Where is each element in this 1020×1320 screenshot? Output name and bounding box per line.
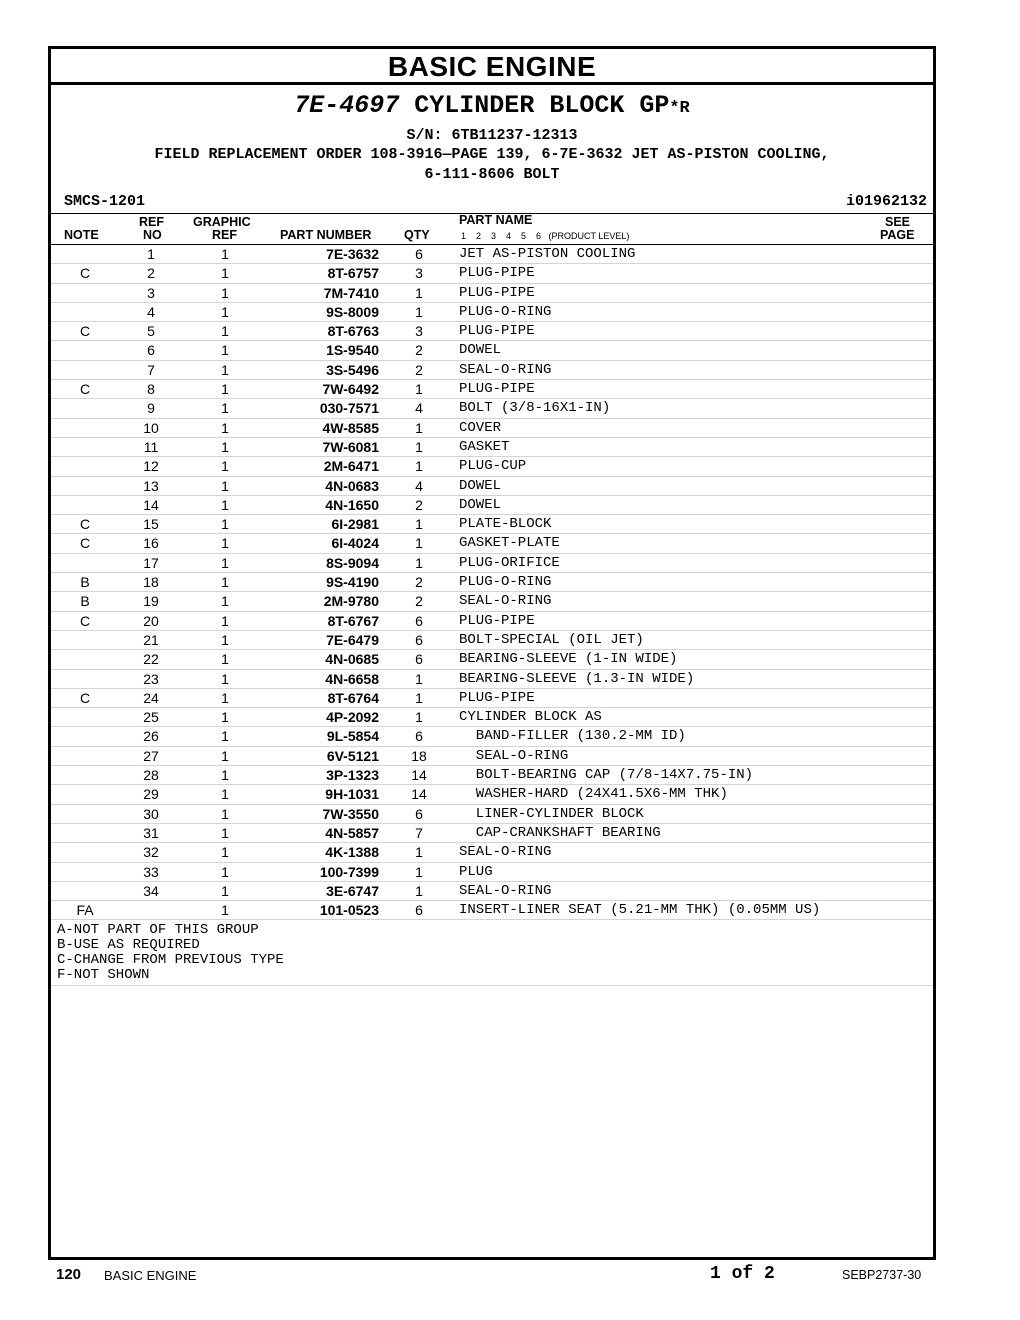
row-part-number: 6V-5121 bbox=[326, 747, 379, 764]
row-part-number: 2M-9780 bbox=[323, 593, 379, 610]
row-ref-no: 5 bbox=[147, 323, 155, 340]
row-ref-no: 15 bbox=[143, 516, 159, 533]
row-qty: 2 bbox=[415, 574, 423, 591]
group-title bbox=[51, 91, 933, 124]
parts-page-frame bbox=[48, 46, 936, 1260]
row-ref-no: 2 bbox=[147, 265, 155, 282]
row-note: C bbox=[79, 265, 91, 282]
row-qty: 1 bbox=[415, 535, 423, 552]
row-qty: 1 bbox=[415, 381, 423, 398]
row-ref-no: 21 bbox=[143, 631, 159, 648]
row-graphic-ref: 1 bbox=[221, 516, 229, 533]
row-part-number: 4N-0685 bbox=[325, 651, 379, 668]
row-part-name: BOLT-SPECIAL (OIL JET) bbox=[459, 631, 644, 648]
row-ref-no: 10 bbox=[143, 419, 159, 436]
table-row bbox=[51, 592, 933, 611]
row-ref-no: 29 bbox=[143, 786, 159, 803]
row-note: C bbox=[79, 689, 91, 706]
row-qty: 2 bbox=[415, 593, 423, 610]
row-part-number: 1S-9540 bbox=[326, 342, 379, 359]
row-part-name: BEARING-SLEEVE (1-IN WIDE) bbox=[459, 651, 678, 668]
row-qty: 1 bbox=[415, 458, 423, 475]
row-part-name: PLUG-O-RING bbox=[459, 574, 552, 591]
note-line: B-USE AS REQUIRED bbox=[57, 937, 200, 954]
row-part-name: PLUG-PIPE bbox=[459, 612, 535, 629]
table-row bbox=[51, 901, 933, 920]
row-part-name: PLUG-PIPE bbox=[459, 265, 535, 282]
row-part-name: SEAL-O-RING bbox=[459, 361, 552, 378]
row-ref-no: 12 bbox=[143, 458, 159, 475]
row-part-name: PLUG-O-RING bbox=[459, 303, 552, 320]
row-graphic-ref: 1 bbox=[221, 458, 229, 475]
row-part-number: 4P-2092 bbox=[326, 709, 379, 726]
row-graphic-ref: 1 bbox=[221, 361, 229, 378]
table-row bbox=[51, 766, 933, 785]
row-part-name: PLUG-ORIFICE bbox=[459, 554, 560, 571]
table-row bbox=[51, 380, 933, 399]
col-qty: QTY bbox=[404, 228, 430, 242]
table-row bbox=[51, 573, 933, 592]
col-graphic-ref-2: REF bbox=[212, 228, 237, 242]
row-graphic-ref: 1 bbox=[221, 419, 229, 436]
row-part-number: 7W-6492 bbox=[322, 381, 379, 398]
row-graphic-ref: 1 bbox=[221, 574, 229, 591]
row-part-name: SEAL-O-RING bbox=[459, 882, 552, 899]
row-part-name: PLUG-PIPE bbox=[459, 381, 535, 398]
table-row bbox=[51, 457, 933, 476]
row-part-name: BOLT (3/8-16X1-IN) bbox=[459, 400, 611, 417]
row-ref-no: 26 bbox=[143, 728, 159, 745]
row-note: B bbox=[80, 574, 90, 591]
row-ref-no: 30 bbox=[143, 805, 159, 822]
row-part-number: 4K-1388 bbox=[325, 844, 379, 861]
row-part-name: INSERT-LINER SEAT (5.21-MM THK) (0.05MM US) bbox=[459, 902, 821, 919]
row-part-number: 3E-6747 bbox=[326, 882, 379, 899]
row-part-number: 9L-5854 bbox=[326, 728, 379, 745]
row-part-name: JET AS-PISTON COOLING bbox=[459, 246, 636, 262]
row-graphic-ref: 1 bbox=[221, 438, 229, 455]
table-row bbox=[51, 631, 933, 650]
row-part-name: SEAL-O-RING bbox=[459, 844, 552, 861]
row-part-name: PLUG-PIPE bbox=[459, 284, 535, 301]
row-ref-no: 34 bbox=[143, 882, 159, 899]
table-row bbox=[51, 843, 933, 862]
row-qty: 1 bbox=[415, 284, 423, 301]
row-part-number: 8T-6764 bbox=[327, 689, 379, 706]
row-graphic-ref: 1 bbox=[221, 651, 229, 668]
row-graphic-ref: 1 bbox=[221, 612, 229, 629]
table-row bbox=[51, 284, 933, 303]
row-part-number: 7W-6081 bbox=[322, 438, 379, 455]
row-part-number: 7E-3632 bbox=[326, 246, 379, 262]
col-see-2: PAGE bbox=[880, 228, 915, 242]
row-ref-no: 25 bbox=[143, 709, 159, 726]
row-part-number: 3P-1323 bbox=[326, 767, 379, 784]
table-row bbox=[51, 515, 933, 534]
table-row bbox=[51, 747, 933, 766]
row-graphic-ref: 1 bbox=[221, 323, 229, 340]
row-ref-no: 6 bbox=[147, 342, 155, 359]
row-graphic-ref: 1 bbox=[221, 709, 229, 726]
column-header bbox=[51, 213, 933, 245]
row-part-number: 7W-3550 bbox=[322, 805, 379, 822]
row-part-name: GASKET bbox=[459, 438, 510, 455]
footer-section: BASIC ENGINE bbox=[104, 1268, 197, 1283]
table-row bbox=[51, 708, 933, 727]
table-row bbox=[51, 419, 933, 438]
row-graphic-ref: 1 bbox=[221, 844, 229, 861]
row-part-name: PLUG-PIPE bbox=[459, 323, 535, 340]
row-note: C bbox=[79, 612, 91, 629]
table-row bbox=[51, 650, 933, 669]
row-ref-no: 3 bbox=[147, 284, 155, 301]
table-row bbox=[51, 438, 933, 457]
row-part-number: 9S-4190 bbox=[326, 574, 379, 591]
serial-range: S/N: 6TB11237-12313 bbox=[406, 127, 578, 144]
row-qty: 1 bbox=[415, 516, 423, 533]
row-graphic-ref: 1 bbox=[221, 265, 229, 282]
row-qty: 6 bbox=[415, 902, 423, 919]
row-graphic-ref: 1 bbox=[221, 535, 229, 552]
row-graphic-ref: 1 bbox=[221, 902, 229, 919]
row-part-number: 7M-7410 bbox=[323, 284, 379, 301]
table-row bbox=[51, 496, 933, 515]
table-row bbox=[51, 689, 933, 708]
row-ref-no: 19 bbox=[143, 593, 159, 610]
row-qty: 14 bbox=[411, 786, 427, 803]
row-graphic-ref: 1 bbox=[221, 882, 229, 899]
row-ref-no: 8 bbox=[147, 381, 155, 398]
row-graphic-ref: 1 bbox=[221, 670, 229, 687]
row-qty: 14 bbox=[411, 767, 427, 784]
row-graphic-ref: 1 bbox=[221, 767, 229, 784]
row-qty: 6 bbox=[415, 612, 423, 629]
table-row bbox=[51, 554, 933, 573]
table-row bbox=[51, 341, 933, 360]
table-row bbox=[51, 361, 933, 380]
table-row bbox=[51, 322, 933, 341]
row-ref-no: 9 bbox=[147, 400, 155, 417]
table-row bbox=[51, 785, 933, 804]
row-graphic-ref: 1 bbox=[221, 554, 229, 571]
row-part-name: LINER-CYLINDER BLOCK bbox=[459, 805, 644, 822]
table-row bbox=[51, 805, 933, 824]
illustration-id: i01962132 bbox=[845, 193, 927, 210]
row-part-name: BAND-FILLER (130.2-MM ID) bbox=[459, 728, 686, 745]
row-qty: 2 bbox=[415, 496, 423, 513]
row-graphic-ref: 1 bbox=[221, 631, 229, 648]
row-graphic-ref: 1 bbox=[221, 747, 229, 764]
row-part-number: 4N-1650 bbox=[325, 496, 379, 513]
row-qty: 1 bbox=[415, 709, 423, 726]
row-part-name: CYLINDER BLOCK AS bbox=[459, 709, 602, 726]
table-row bbox=[51, 245, 933, 264]
row-qty: 2 bbox=[415, 342, 423, 359]
row-part-number: 100-7399 bbox=[319, 863, 379, 880]
row-note: B bbox=[80, 593, 90, 610]
row-qty: 6 bbox=[415, 728, 423, 745]
row-part-number: 9S-8009 bbox=[326, 303, 379, 320]
row-qty: 1 bbox=[415, 882, 423, 899]
row-graphic-ref: 1 bbox=[221, 477, 229, 494]
table-row bbox=[51, 534, 933, 553]
row-ref-no: 14 bbox=[143, 496, 159, 513]
row-qty: 4 bbox=[415, 477, 423, 494]
row-qty: 3 bbox=[415, 323, 423, 340]
row-ref-no: 4 bbox=[147, 303, 155, 320]
row-ref-no: 13 bbox=[143, 477, 159, 494]
page-number: 120 bbox=[56, 1266, 82, 1283]
row-graphic-ref: 1 bbox=[221, 342, 229, 359]
row-graphic-ref: 1 bbox=[221, 593, 229, 610]
col-see-1: SEE bbox=[885, 215, 911, 229]
row-graphic-ref: 1 bbox=[221, 246, 229, 262]
row-part-name: SEAL-O-RING bbox=[459, 593, 552, 610]
row-note: C bbox=[79, 535, 91, 552]
row-part-name: COVER bbox=[459, 419, 502, 436]
row-qty: 4 bbox=[415, 400, 423, 417]
row-part-number: 4N-5857 bbox=[325, 824, 379, 841]
row-graphic-ref: 1 bbox=[221, 400, 229, 417]
row-note: FA bbox=[76, 902, 94, 919]
row-qty: 6 bbox=[415, 805, 423, 822]
row-qty: 1 bbox=[415, 844, 423, 861]
row-graphic-ref: 1 bbox=[221, 863, 229, 880]
row-part-number: 9H-1031 bbox=[325, 786, 379, 803]
parts-list bbox=[51, 245, 933, 920]
col-ref-2: NO bbox=[143, 228, 162, 242]
row-ref-no: 16 bbox=[143, 535, 159, 552]
row-qty: 1 bbox=[415, 419, 423, 436]
row-graphic-ref: 1 bbox=[221, 689, 229, 706]
row-qty: 7 bbox=[415, 824, 423, 841]
row-part-number: 8T-6757 bbox=[327, 265, 379, 282]
page-of: 1 of 2 bbox=[710, 1264, 775, 1284]
section-title: BASIC ENGINE bbox=[51, 49, 933, 85]
row-ref-no: 33 bbox=[143, 863, 159, 880]
row-graphic-ref: 1 bbox=[221, 824, 229, 841]
row-graphic-ref: 1 bbox=[221, 496, 229, 513]
row-graphic-ref: 1 bbox=[221, 381, 229, 398]
col-product-levels: 1 2 3 4 5 6 (PRODUCT LEVEL) bbox=[461, 231, 630, 241]
row-part-name: PLATE-BLOCK bbox=[459, 516, 552, 533]
table-row bbox=[51, 477, 933, 496]
row-qty: 6 bbox=[415, 246, 423, 262]
row-ref-no: 23 bbox=[143, 670, 159, 687]
col-graphic-ref-1: GRAPHIC bbox=[193, 215, 251, 229]
row-graphic-ref: 1 bbox=[221, 805, 229, 822]
row-graphic-ref: 1 bbox=[221, 786, 229, 803]
row-qty: 1 bbox=[415, 438, 423, 455]
col-note: NOTE bbox=[64, 228, 99, 242]
group-name: CYLINDER BLOCK GP bbox=[414, 91, 670, 120]
row-graphic-ref: 1 bbox=[221, 728, 229, 745]
row-ref-no: 20 bbox=[143, 612, 159, 629]
note-line: F-NOT SHOWN bbox=[57, 967, 150, 984]
table-row bbox=[51, 727, 933, 746]
row-ref-no: 27 bbox=[143, 747, 159, 764]
row-part-name: DOWEL bbox=[459, 477, 502, 494]
row-part-number: 101-0523 bbox=[319, 902, 379, 919]
row-part-name: BEARING-SLEEVE (1.3-IN WIDE) bbox=[459, 670, 695, 687]
note-line: A-NOT PART OF THIS GROUP bbox=[57, 922, 259, 939]
row-part-name: PLUG-CUP bbox=[459, 458, 527, 475]
group-suffix: *R bbox=[669, 99, 690, 118]
row-ref-no: 22 bbox=[143, 651, 159, 668]
group-part-number: 7E-4697 bbox=[294, 91, 400, 120]
row-graphic-ref: 1 bbox=[221, 303, 229, 320]
notes-legend bbox=[51, 920, 933, 986]
smcs-row bbox=[51, 191, 933, 213]
row-part-name: PLUG-PIPE bbox=[459, 689, 535, 706]
row-part-number: 8S-9094 bbox=[326, 554, 379, 571]
table-row bbox=[51, 670, 933, 689]
row-part-number: 4N-6658 bbox=[325, 670, 379, 687]
row-part-name: WASHER-HARD (24X41.5X6-MM THK) bbox=[459, 786, 728, 803]
row-ref-no: 28 bbox=[143, 767, 159, 784]
table-row bbox=[51, 882, 933, 901]
row-ref-no: 32 bbox=[143, 844, 159, 861]
row-qty: 1 bbox=[415, 303, 423, 320]
row-qty: 3 bbox=[415, 265, 423, 282]
table-row bbox=[51, 399, 933, 418]
row-qty: 1 bbox=[415, 554, 423, 571]
row-part-number: 6I-4024 bbox=[331, 535, 379, 552]
row-part-number: 030-7571 bbox=[319, 400, 379, 417]
table-row bbox=[51, 612, 933, 631]
row-part-number: 6I-2981 bbox=[331, 516, 379, 533]
row-qty: 1 bbox=[415, 863, 423, 880]
row-part-number: 8T-6767 bbox=[327, 612, 379, 629]
smcs-code: SMCS-1201 bbox=[64, 193, 146, 210]
row-qty: 18 bbox=[411, 747, 427, 764]
row-note: C bbox=[79, 516, 91, 533]
col-ref-1: REF bbox=[139, 215, 164, 229]
table-row bbox=[51, 303, 933, 322]
group-header bbox=[51, 91, 933, 185]
row-part-number: 8T-6763 bbox=[327, 323, 379, 340]
row-ref-no: 24 bbox=[143, 689, 159, 706]
table-row bbox=[51, 824, 933, 843]
row-part-name: DOWEL bbox=[459, 496, 502, 513]
row-ref-no: 18 bbox=[143, 574, 159, 591]
table-row bbox=[51, 264, 933, 283]
group-note-line-1: FIELD REPLACEMENT ORDER 108-3916—PAGE 139, 6-7E-3632 JET AS-PISTON COOLING, bbox=[154, 146, 830, 163]
group-note-line-2: 6-111-8606 BOLT bbox=[424, 166, 560, 183]
row-qty: 2 bbox=[415, 361, 423, 378]
row-ref-no: 11 bbox=[143, 438, 159, 455]
row-qty: 6 bbox=[415, 651, 423, 668]
row-part-name: CAP-CRANKSHAFT BEARING bbox=[459, 824, 661, 841]
row-part-number: 2M-6471 bbox=[323, 458, 379, 475]
row-graphic-ref: 1 bbox=[221, 284, 229, 301]
row-part-name: BOLT-BEARING CAP (7/8-14X7.75-IN) bbox=[459, 767, 754, 784]
col-part-number: PART NUMBER bbox=[280, 228, 372, 242]
row-part-name: PLUG bbox=[459, 863, 493, 880]
col-part-name: PART NAME bbox=[459, 213, 533, 227]
row-qty: 1 bbox=[415, 689, 423, 706]
row-ref-no: 7 bbox=[147, 361, 155, 378]
note-line: C-CHANGE FROM PREVIOUS TYPE bbox=[57, 952, 284, 969]
row-part-number: 4W-8585 bbox=[322, 419, 379, 436]
row-part-number: 3S-5496 bbox=[326, 361, 379, 378]
row-note: C bbox=[79, 381, 91, 398]
row-qty: 6 bbox=[415, 631, 423, 648]
row-part-name: SEAL-O-RING bbox=[459, 747, 569, 764]
row-ref-no: 17 bbox=[143, 554, 159, 571]
row-note: C bbox=[79, 323, 91, 340]
row-part-name: DOWEL bbox=[459, 342, 502, 359]
row-part-number: 7E-6479 bbox=[326, 631, 379, 648]
document-number: SEBP2737-30 bbox=[842, 1268, 922, 1282]
row-part-name: GASKET-PLATE bbox=[459, 535, 560, 552]
row-part-number: 4N-0683 bbox=[325, 477, 379, 494]
table-row bbox=[51, 863, 933, 882]
page-footer bbox=[0, 1266, 1020, 1290]
row-ref-no: 1 bbox=[147, 246, 155, 262]
row-ref-no: 31 bbox=[143, 824, 159, 841]
row-qty: 1 bbox=[415, 670, 423, 687]
